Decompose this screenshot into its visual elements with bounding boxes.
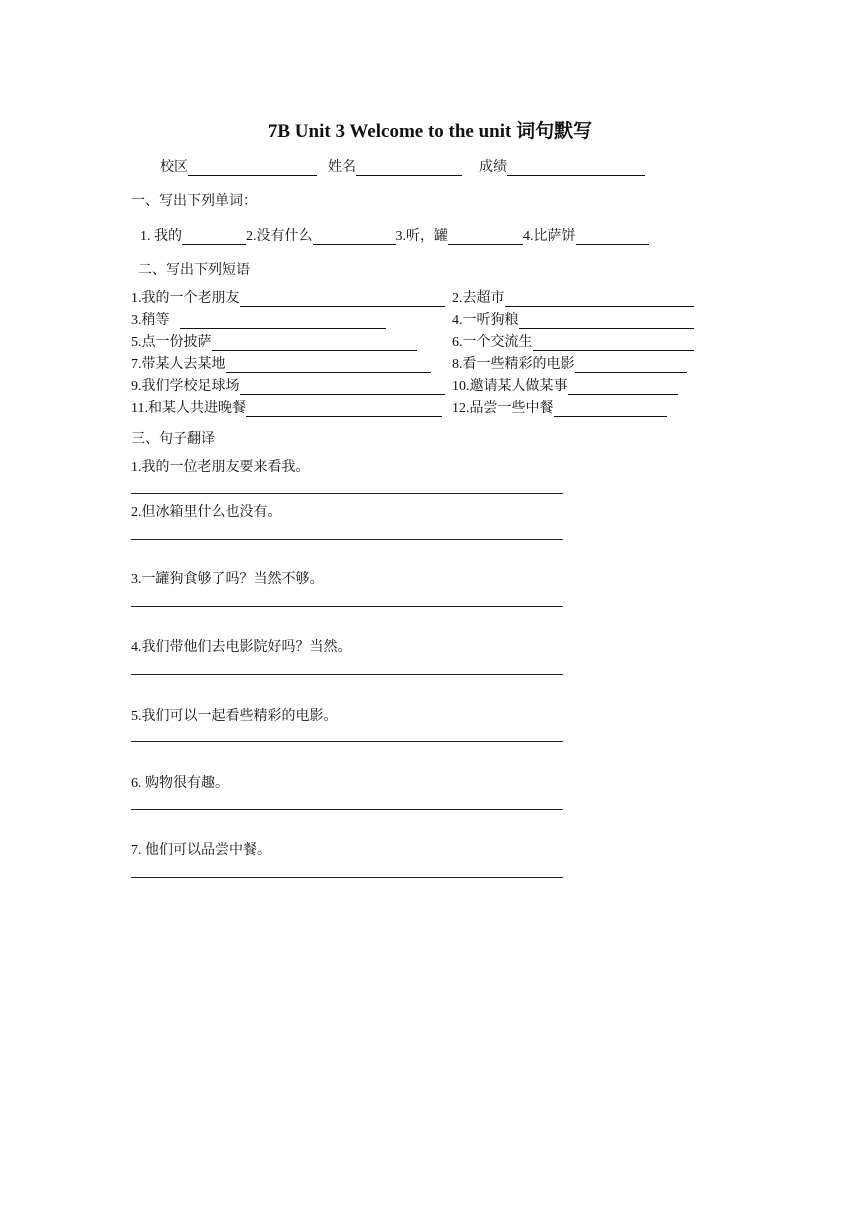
section1-heading: 一、写出下列单词： bbox=[131, 194, 257, 209]
word-item-label: 3.听，罐 bbox=[395, 229, 448, 244]
phrase-item bbox=[131, 353, 431, 373]
phrase-item bbox=[131, 309, 386, 329]
worksheet-title: 7B Unit 3 Welcome to the unit 词句默写 bbox=[267, 121, 593, 142]
sentence-prompt: 7. 他们可以品尝中餐。 bbox=[131, 843, 271, 858]
answer-line[interactable] bbox=[131, 539, 563, 540]
phrase-blank[interactable] bbox=[180, 312, 386, 329]
word-blank[interactable] bbox=[313, 228, 396, 245]
phrase-blank[interactable] bbox=[240, 378, 445, 395]
word-item-label: 2.没有什么 bbox=[246, 229, 313, 244]
sentence-prompt: 5.我们可以一起看些精彩的电影。 bbox=[131, 709, 338, 724]
name-label: 姓名 bbox=[328, 160, 356, 175]
answer-line[interactable] bbox=[131, 877, 563, 878]
phrase-blank[interactable] bbox=[212, 334, 417, 351]
score-field bbox=[479, 156, 645, 176]
word-items-row bbox=[140, 225, 649, 245]
phrase-item bbox=[131, 287, 445, 307]
phrase-blank[interactable] bbox=[226, 356, 431, 373]
phrase-item bbox=[131, 375, 445, 395]
phrase-item bbox=[131, 397, 442, 417]
phrase-blank[interactable] bbox=[533, 334, 694, 351]
sentence-prompt: 4.我们带他们去电影院好吗？当然。 bbox=[131, 640, 352, 655]
score-blank[interactable] bbox=[507, 159, 645, 176]
word-blank[interactable] bbox=[182, 228, 246, 245]
phrase-item bbox=[452, 287, 694, 307]
section2-heading: 二、写出下列短语 bbox=[138, 263, 250, 278]
name-blank[interactable] bbox=[356, 159, 462, 176]
sentence-prompt: 1.我的一位老朋友要来看我。 bbox=[131, 460, 310, 475]
phrase-label: 10.邀请某人做某事 bbox=[452, 379, 568, 394]
answer-line[interactable] bbox=[131, 809, 563, 810]
answer-line[interactable] bbox=[131, 493, 563, 494]
name-field bbox=[328, 156, 462, 176]
phrase-item bbox=[452, 309, 694, 329]
phrase-label: 6.一个交流生 bbox=[452, 335, 533, 350]
phrase-blank[interactable] bbox=[246, 400, 442, 417]
phrase-blank[interactable] bbox=[554, 400, 667, 417]
word-blank[interactable] bbox=[448, 228, 523, 245]
phrase-item bbox=[452, 397, 667, 417]
phrase-label: 9.我们学校足球场 bbox=[131, 379, 240, 394]
answer-line[interactable] bbox=[131, 674, 563, 675]
word-blank[interactable] bbox=[576, 228, 649, 245]
phrase-label: 8.看一些精彩的电影 bbox=[452, 357, 575, 372]
sentence-prompt: 2.但冰箱里什么也没有。 bbox=[131, 505, 282, 520]
school-label: 校区 bbox=[160, 160, 188, 175]
phrase-item bbox=[452, 331, 694, 351]
answer-line[interactable] bbox=[131, 606, 563, 607]
word-item-label: 4.比萨饼 bbox=[523, 229, 576, 244]
phrase-blank[interactable] bbox=[575, 356, 687, 373]
phrase-label: 7.带某人去某地 bbox=[131, 357, 226, 372]
phrase-label: 4.一听狗粮 bbox=[452, 313, 519, 328]
phrase-label: 5.点一份披萨 bbox=[131, 335, 212, 350]
phrase-label: 11.和某人共进晚餐 bbox=[131, 401, 246, 416]
phrase-blank[interactable] bbox=[505, 290, 694, 307]
sentence-prompt: 3.一罐狗食够了吗？当然不够。 bbox=[131, 572, 324, 587]
school-blank[interactable] bbox=[188, 159, 317, 176]
school-field bbox=[160, 156, 317, 176]
phrase-item bbox=[452, 375, 678, 395]
section3-heading: 三、句子翻译 bbox=[131, 432, 215, 447]
phrase-label: 12.品尝一些中餐 bbox=[452, 401, 554, 416]
phrase-label: 2.去超市 bbox=[452, 291, 505, 306]
phrase-label: 3.稍等 bbox=[131, 313, 170, 328]
phrase-item bbox=[131, 331, 417, 351]
phrase-blank[interactable] bbox=[568, 378, 678, 395]
word-item-label: 1. 我的 bbox=[140, 229, 182, 244]
phrase-item bbox=[452, 353, 687, 373]
answer-line[interactable] bbox=[131, 741, 563, 742]
phrase-blank[interactable] bbox=[519, 312, 694, 329]
phrase-label: 1.我的一个老朋友 bbox=[131, 291, 240, 306]
score-label: 成绩 bbox=[479, 160, 507, 175]
phrase-blank[interactable] bbox=[240, 290, 445, 307]
sentence-prompt: 6. 购物很有趣。 bbox=[131, 776, 229, 791]
